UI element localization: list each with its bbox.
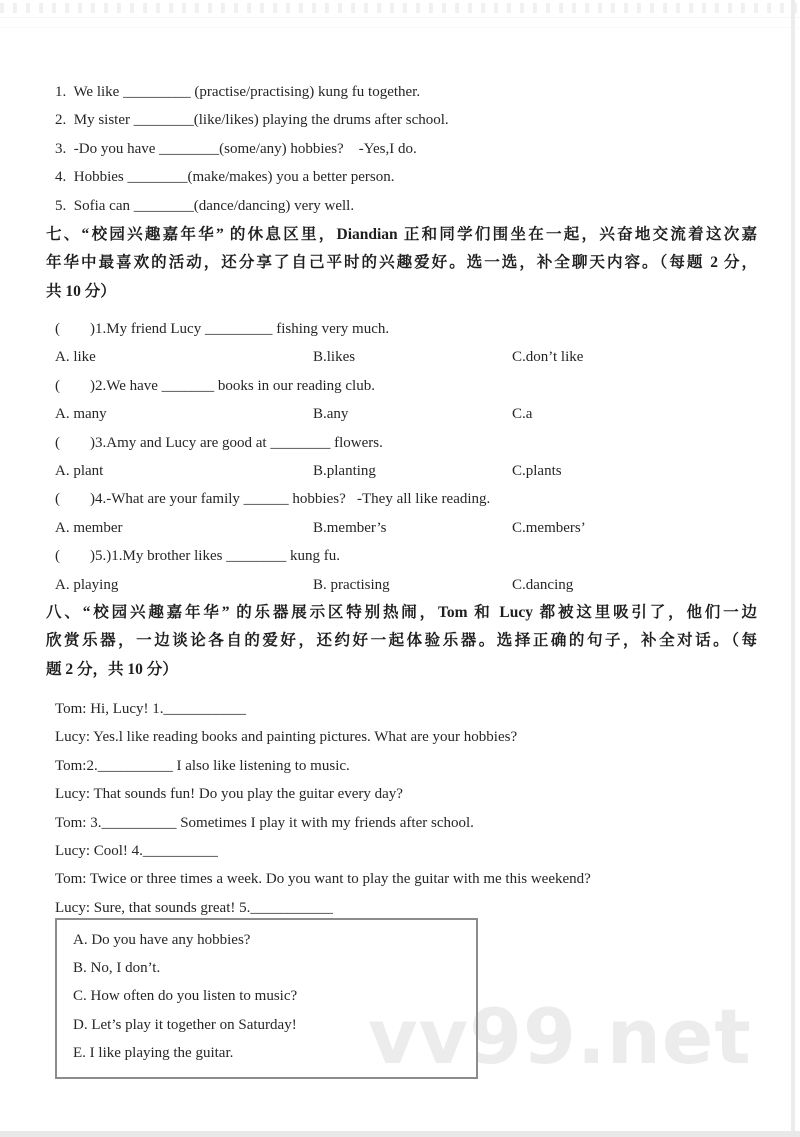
section-eight-header-line-1: 八、“校园兴趣嘉年华” 的乐器展示区特别热闹，Tom 和 Lucy 都被这里吸引了，他们一边 bbox=[46, 604, 757, 621]
mc-q3-option-c: C.plants bbox=[512, 463, 562, 479]
answer-option-a: A. Do you have any hobbies? bbox=[73, 932, 251, 948]
mc-q4-option-c: C.members’ bbox=[512, 520, 586, 536]
dialogue-line-1: Tom: Hi, Lucy! 1.___________ bbox=[55, 701, 247, 717]
mc-q1-option-b: B.likes bbox=[313, 349, 356, 365]
scan-artifact-line bbox=[0, 17, 800, 18]
mc-question-3-options bbox=[0, 461, 800, 481]
dialogue-line-5: Tom: 3.__________ Sometimes I play it with my friends after school. bbox=[55, 815, 474, 831]
fill-item-1: 1. We like _________ (practise/practising) kung fu together. bbox=[55, 84, 421, 100]
mc-question-1-stem: ( )1.My friend Lucy _________ fishing very much. bbox=[55, 321, 390, 337]
section-seven-header-line-2: 年华中最喜欢的活动，还分享了自己平时的兴趣爱好。选一选，补全聊天内容。（每题 2 分， bbox=[46, 254, 757, 271]
mc-question-3-stem: ( )3.Amy and Lucy are good at ________ flowers. bbox=[55, 435, 383, 451]
answer-option-d: D. Let’s play it together on Saturday! bbox=[73, 1017, 297, 1033]
dialogue-line-8: Lucy: Sure, that sounds great! 5.___________ bbox=[55, 900, 333, 916]
mc-q5-option-b: B. practising bbox=[313, 577, 390, 593]
fill-item-3: 3. -Do you have ________(some/any) hobbies? -Yes,I do. bbox=[55, 141, 417, 157]
mc-question-1-options bbox=[0, 347, 800, 367]
mc-question-4-options bbox=[0, 518, 800, 538]
fill-item-2: 2. My sister ________(like/likes) playing the drums after school. bbox=[55, 112, 449, 128]
mc-question-5-stem: ( )5.)1.My brother likes ________ kung fu. bbox=[55, 548, 340, 564]
fill-item-4: 4. Hobbies ________(make/makes) you a better person. bbox=[55, 169, 395, 185]
page-top-perforation bbox=[0, 3, 800, 13]
mc-q3-option-a: A. plant bbox=[55, 463, 104, 479]
mc-q1-option-c: C.don’t like bbox=[512, 349, 584, 365]
mc-question-4-stem: ( )4.-What are your family ______ hobbies? -They all like reading. bbox=[55, 491, 491, 507]
dialogue-line-4: Lucy: That sounds fun! Do you play the guitar every day? bbox=[55, 786, 403, 802]
dialogue-line-3: Tom:2.__________ I also like listening to music. bbox=[55, 758, 350, 774]
mc-q2-option-b: B.any bbox=[313, 406, 349, 422]
dialogue-line-7: Tom: Twice or three times a week. Do you want to play the guitar with me this weekend? bbox=[55, 871, 591, 887]
dialogue-line-2: Lucy: Yes.l like reading books and painting pictures. What are your hobbies? bbox=[55, 729, 518, 745]
mc-q2-option-c: C.a bbox=[512, 406, 533, 422]
scan-artifact-line bbox=[0, 27, 800, 28]
mc-q3-option-b: B.planting bbox=[313, 463, 376, 479]
section-eight-header-line-2: 欣赏乐器，一边谈论各自的爱好，还约好一起体验乐器。选择正确的句子，补全对话。（每 bbox=[46, 632, 757, 649]
mc-q1-option-a: A. like bbox=[55, 349, 96, 365]
section-seven-header-line-1: 七、“校园兴趣嘉年华” 的休息区里，Diandian 正和同学们围坐在一起，兴奋地交流着这次嘉 bbox=[46, 226, 757, 243]
answer-options-box bbox=[55, 918, 478, 1079]
watermark-text: vv99.net bbox=[368, 992, 752, 1081]
answer-option-c: C. How often do you listen to music? bbox=[73, 988, 298, 1004]
fill-item-5: 5. Sofia can ________(dance/dancing) very well. bbox=[55, 198, 355, 214]
mc-question-2-options bbox=[0, 404, 800, 424]
page-bottom-edge bbox=[0, 1131, 800, 1137]
page-right-edge bbox=[791, 0, 795, 1137]
mc-q4-option-a: A. member bbox=[55, 520, 123, 536]
section-seven-header-line-3: 共 10 分） bbox=[46, 283, 116, 300]
section-eight-header-line-3: 题 2 分，共 10 分） bbox=[46, 661, 178, 678]
mc-question-5-options bbox=[0, 575, 800, 595]
answer-option-e: E. I like playing the guitar. bbox=[73, 1045, 234, 1061]
mc-q2-option-a: A. many bbox=[55, 406, 107, 422]
answer-option-b: B. No, I don’t. bbox=[73, 960, 161, 976]
mc-q4-option-b: B.member’s bbox=[313, 520, 387, 536]
dialogue-line-6: Lucy: Cool! 4.__________ bbox=[55, 843, 218, 859]
mc-q5-option-a: A. playing bbox=[55, 577, 119, 593]
mc-q5-option-c: C.dancing bbox=[512, 577, 574, 593]
mc-question-2-stem: ( )2.We have _______ books in our reading club. bbox=[55, 378, 375, 394]
